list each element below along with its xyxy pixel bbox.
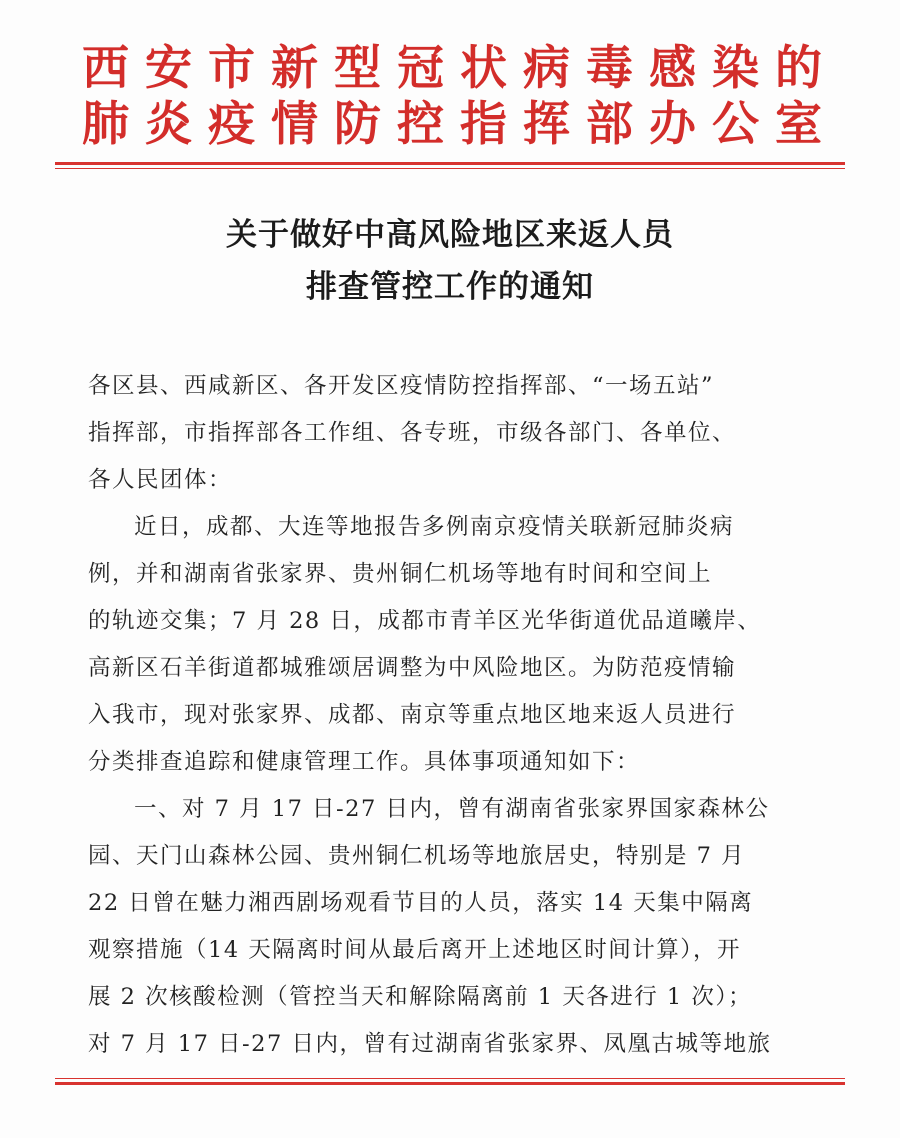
body-line-5: 例，并和湖南省张家界、贵州铜仁机场等地有时间和空间上 [88,561,713,587]
header-rule-thin [55,168,845,169]
body-line-15: 对 7 月 17 日-27 日内，曾有过湖南省张家界、凤凰古城等地旅 [88,1031,772,1057]
notice-title-line-1: 关于做好中高风险地区来返人员 [226,217,674,253]
body-line-4: 近日，成都、大连等地报告多例南京疫情关联新冠肺炎病 [134,514,735,540]
body-line-13: 观察措施（14 天隔离时间从最后离开上述地区时间计算），开 [88,937,742,963]
body-line-12: 22 日曾在魅力湘西剧场观看节目的人员，落实 14 天集中隔离 [88,890,754,916]
issuer-header-line-2: 肺炎疫情防控指挥部办公室 [82,97,838,152]
body-line-1: 各区县、西咸新区、各开发区疫情防控指挥部、“一场五站” [88,373,715,399]
header-rule-thick [55,162,845,165]
body-line-8: 入我市，现对张家界、成都、南京等重点地区地来返人员进行 [88,702,737,728]
body-line-3: 各人民团体： [88,467,233,493]
notice-title-line-2: 排查管控工作的通知 [306,269,594,305]
body-line-6: 的轨迹交集；7 月 28 日，成都市青羊区光华街道优品道曦岸、 [88,608,762,634]
body-line-10: 一、对 7 月 17 日-27 日内，曾有湖南省张家界国家森林公 [134,796,770,822]
issuer-header-line-1: 西安市新型冠状病毒感染的 [82,41,838,96]
body-line-2: 指挥部，市指挥部各工作组、各专班，市级各部门、各单位、 [88,420,737,446]
body-line-9: 分类排查追踪和健康管理工作。具体事项通知如下： [88,749,641,775]
body-line-7: 高新区石羊街道都城雅颂居调整为中风险地区。为防范疫情输 [88,655,737,681]
footer-rule-thin [55,1078,845,1079]
body-line-11: 园、天门山森林公园、贵州铜仁机场等地旅居史，特别是 7 月 [88,843,746,869]
footer-rule-thick [55,1082,845,1085]
body-line-14: 展 2 次核酸检测（管控当天和解除隔离前 1 天各进行 1 次）； [88,984,753,1010]
